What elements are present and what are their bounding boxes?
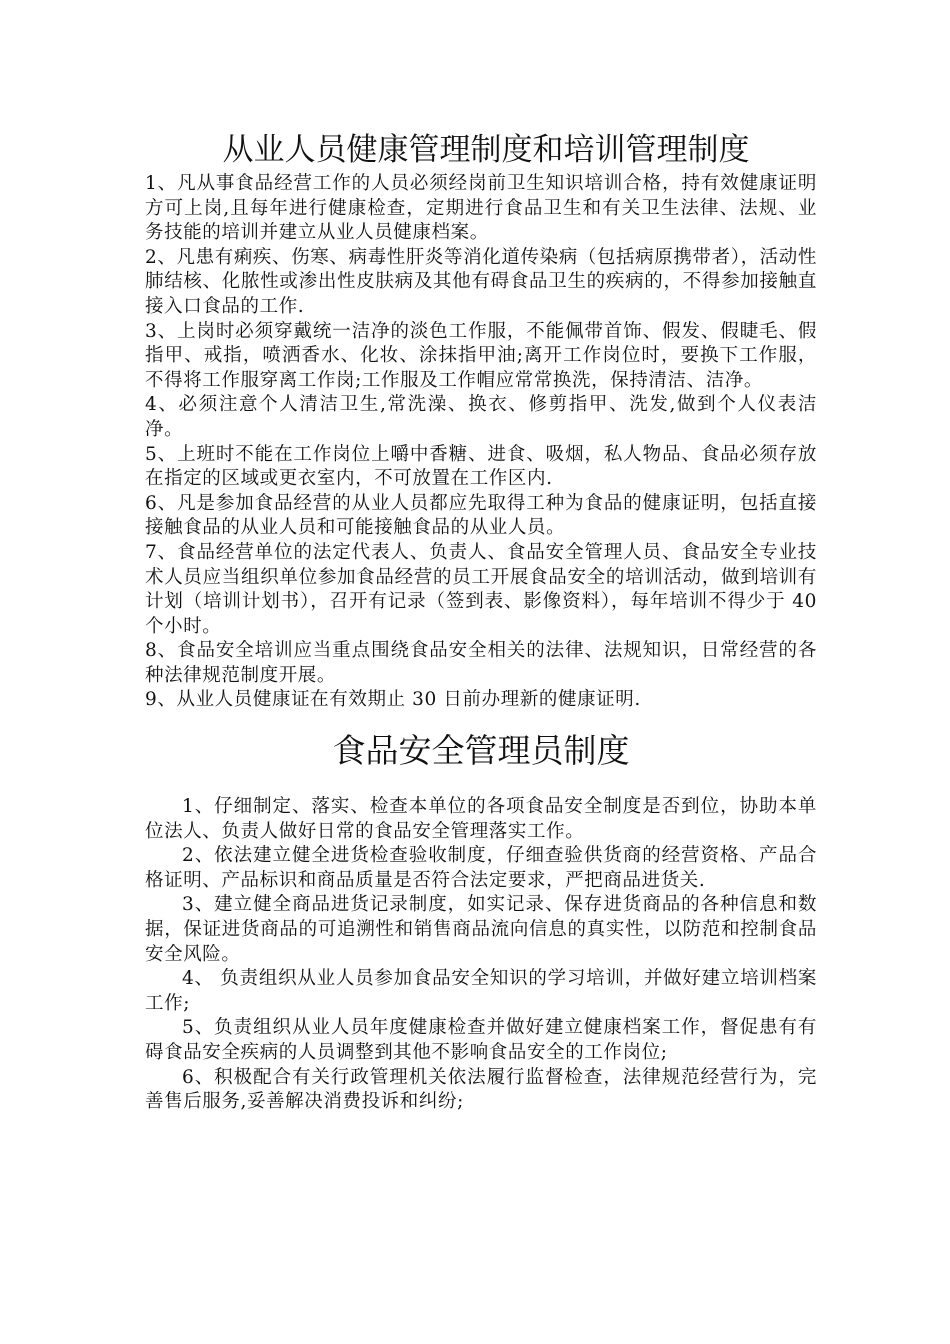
duty-1: 1、仔细制定、落实、检查本单位的各项食品安全制度是否到位，协助本单位法人、负责人做好日常的食品安全管理落实工作。 bbox=[145, 796, 817, 842]
health-training-section bbox=[145, 128, 817, 713]
clause-6: 6、凡是参加食品经营的从业人员都应先取得工种为食品的健康证明，包括直接接触食品的从业人员和可能接触食品的从业人员。 bbox=[145, 492, 817, 539]
clause-3: 3、上岗时必须穿戴统一洁净的淡色工作服，不能佩带首饰、假发、假睫毛、假指甲、戒指，喷洒香水、化妆、涂抹指甲油;离开工作岗位时，要换下工作服，不得将工作服穿离工作岗;工作服及工作帽应常常换洗，保持清洁、洁净。 bbox=[145, 320, 817, 391]
clause-9: 9、从业人员健康证在有效期止 30 日前办理新的健康证明. bbox=[145, 689, 641, 711]
clause-5: 5、上班时不能在工作岗位上嚼中香糖、进食、吸烟，私人物品、食品必须存放在指定的区域或更衣室内，不可放置在工作区内. bbox=[145, 443, 817, 490]
clause-8: 8、食品安全培训应当重点围绕食品安全相关的法律、法规知识，日常经营的各种法律规范制度开展。 bbox=[145, 640, 817, 686]
duty-4: 4、 负责组织从业人员参加食品安全知识的学习培训，并做好建立培训档案工作; bbox=[145, 968, 817, 1014]
document-page bbox=[145, 128, 817, 1115]
food-safety-manager-section bbox=[145, 727, 817, 1115]
duty-5: 5、负责组织从业人员年度健康检查并做好建立健康档案工作，督促患有有碍食品安全疾病的人员调整到其他不影响食品安全的工作岗位; bbox=[145, 1017, 817, 1063]
clause-7: 7、食品经营单位的法定代表人、负责人、食品安全管理人员、食品安全专业技术人员应当组织单位参加食品经营的员工开展食品安全的培训活动，做到培训有计划（培训计划书），召开有记录（签到表、影像资料），每年培训不得少于 40 个小时。 bbox=[145, 541, 817, 637]
clause-4: 4、必须注意个人清洁卫生,常洗澡、换衣、修剪指甲、洗发,做到个人仪表洁净。 bbox=[145, 394, 817, 440]
section-title-health-training: 从业人员健康管理制度和培训管理制度 bbox=[222, 132, 750, 168]
clause-1: 1、凡从事食品经营工作的人员必须经岗前卫生知识培训合格，持有效健康证明方可上岗,且每年进行健康检查，定期进行食品卫生和有关卫生法律、法规、业务技能的培训并建立从业人员健康档案。 bbox=[145, 173, 817, 244]
section-title-food-safety-manager: 食品安全管理员制度 bbox=[332, 731, 630, 771]
clause-2: 2、凡患有痢疾、伤寒、病毒性肝炎等消化道传染病（包括病原携带者），活动性肺结核、化脓性或渗出性皮肤病及其他有碍食品卫生的疾病的，不得参加接触直接入口食品的工作. bbox=[145, 246, 817, 317]
duty-2: 2、依法建立健全进货检查验收制度，仔细查验供货商的经营资格、产品合格证明、产品标识和商品质量是否符合法定要求，严把商品进货关. bbox=[145, 845, 817, 891]
duty-3: 3、建立健全商品进货记录制度，如实记录、保存进货商品的各种信息和数据，保证进货商品的可追溯性和销售商品流向信息的真实性，以防范和控制食品安全风险。 bbox=[145, 894, 817, 965]
duty-6: 6、积极配合有关行政管理机关依法履行监督检查，法律规范经营行为，完善售后服务,妥善解决消费投诉和纠纷; bbox=[145, 1066, 817, 1113]
